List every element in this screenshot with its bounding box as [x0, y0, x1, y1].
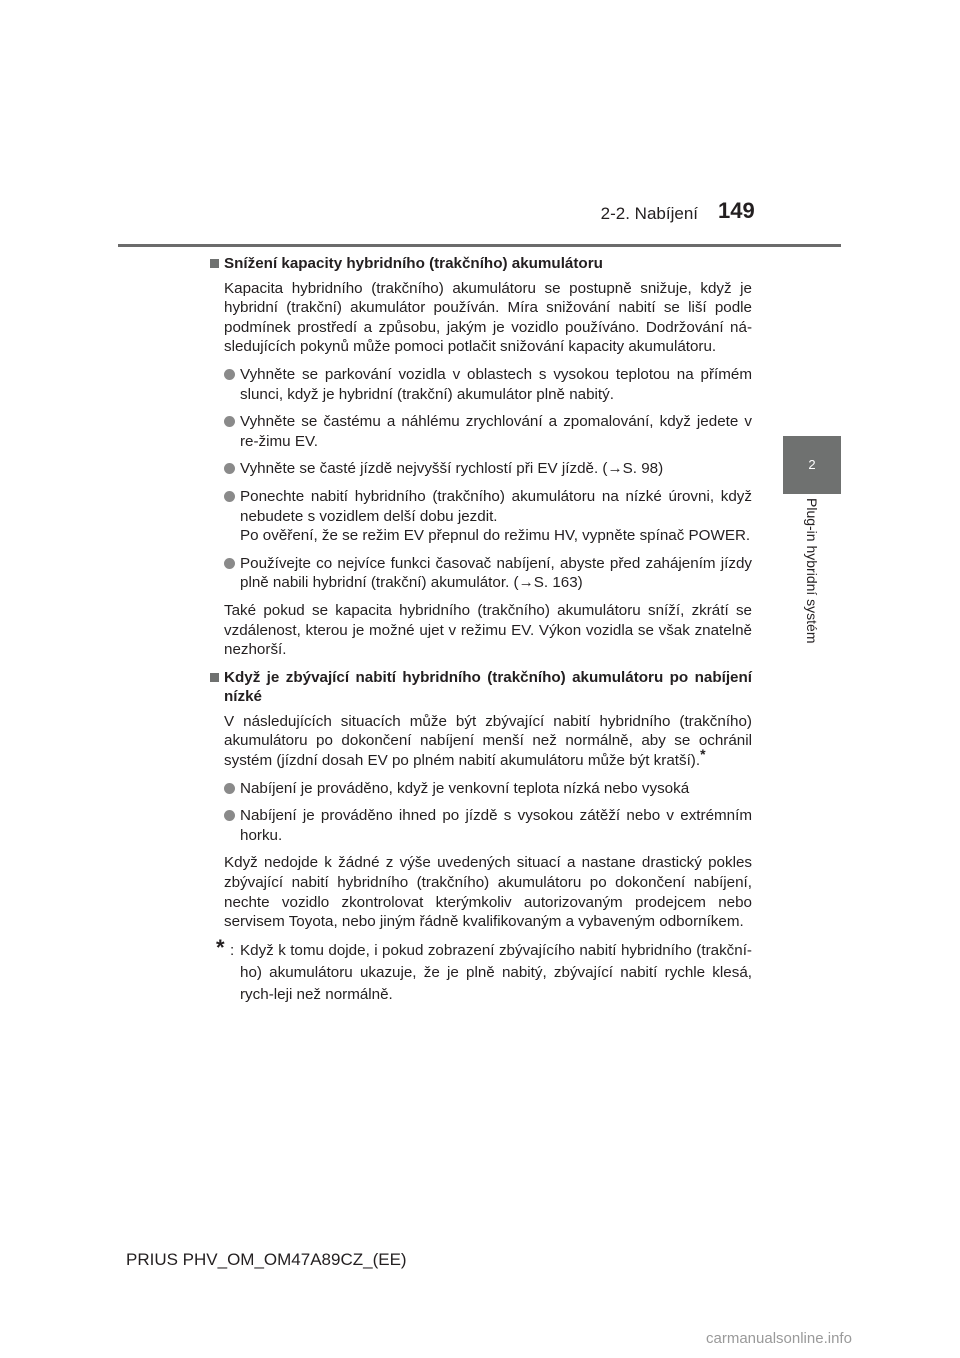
section-heading: [210, 254, 752, 274]
bullet-dot-icon: [224, 369, 235, 380]
bullet-dot-icon: [224, 783, 235, 794]
chapter-title: Plug-in hybridní systém: [804, 498, 820, 644]
heading-text: Když je zbývající nabití hybridního (trakčního) akumulátoru po nabíjení nízké: [224, 668, 752, 706]
chapter-tab: 2: [783, 436, 841, 494]
header-rule: [118, 244, 841, 247]
list-item-text: Používejte co nejvíce funkci časovač nabíjení, abyste před zahájením jízdy plně nabili hybridní (trakční) akumulátor. (→S. 163): [240, 554, 752, 592]
list-item: [210, 412, 752, 451]
paragraph: Také pokud se kapacita hybridního (trakčního) akumulátoru sníží, zkrátí se vzdálenost, kterou je možné ujet v režimu EV. Výkon vozidla se však znatelně nezhorší.: [224, 601, 752, 659]
list-item-text: Ponechte nabití hybridního (trakčního) akumulátoru na nízké úrovni, když nebudete s vozidlem delší dobu jezdit.: [240, 487, 752, 525]
document-code: PRIUS PHV_OM_OM47A89CZ_(EE): [126, 1250, 407, 1269]
bullet-dot-icon: [224, 416, 235, 427]
list-item: [210, 806, 752, 845]
section-title: 2-2. Nabíjení: [600, 204, 698, 223]
list-item-text: Nabíjení je prováděno, když je venkovní teplota nízká nebo vysoká: [240, 779, 690, 797]
list-item-text: Vyhněte se parkování vozidla v oblastech s vysokou teplotou na přímém slunci, když je hybridní (trakční) akumulátor plně nabitý.: [240, 365, 752, 403]
paragraph: [210, 712, 752, 771]
list-item: [210, 365, 752, 404]
list-item: [210, 554, 752, 593]
watermark: carmanualsonline.info: [706, 1330, 852, 1347]
list-item-text: Vyhněte se časté jízdě nejvyšší rychlostí při EV jízdě. (→S. 98): [240, 460, 664, 478]
footnote-text: Když k tomu dojde, i pokud zobrazení zbývajícího nabití hybridního (trakční-ho) akumulátoru ukazuje, že je plně nabitý, zbývající nabití rychle klesá, rych-leji než normálně.: [240, 941, 752, 1003]
footnote-star: *: [216, 934, 225, 960]
bullet-dot-icon: [224, 463, 235, 474]
page-number: 149: [718, 198, 755, 223]
bullet-dot-icon: [224, 491, 235, 502]
section-heading: [210, 668, 752, 707]
bullet-dot-icon: [224, 558, 235, 569]
list-item: [210, 487, 752, 546]
heading-text: Snížení kapacity hybridního (trakčního) akumulátoru: [224, 255, 603, 272]
main-content: [210, 254, 752, 1006]
list-item-text: Nabíjení je prováděno ihned po jízdě s vysokou zátěží nebo v extrémním horku.: [240, 807, 752, 844]
footnote-mark: *: [700, 746, 706, 762]
bullet-dot-icon: [224, 810, 235, 821]
paragraph-text: V následujících situacích může být zbývající nabití hybridního (trakčního) akumulátoru po dokončení nabíjení menší než normálně, aby se ochránil systém (jízdní dosah EV po plném nabití akumulátoru může být kratší).: [224, 712, 752, 770]
paragraph: Kapacita hybridního (trakčního) akumulátoru se postupně snižuje, když je hybridní (trakční) akumulátor používán. Míra snižování nabití se liší podle podmínek prostředí a způsobu, jakým je vozidlo používáno. Dodržování ná-sledujících pokynů může pomoci potlačit snižování kapacity akumulátoru.: [224, 279, 752, 356]
list-item-extra: Po ověření, že se režim EV přepnul do režimu HV, vypněte spínač POWER.: [240, 527, 751, 545]
square-bullet-icon: [210, 673, 219, 682]
list-item: [210, 459, 752, 479]
footnote: [210, 934, 752, 1006]
square-bullet-icon: [210, 259, 219, 268]
list-item: [210, 779, 752, 799]
footnote-colon: :: [230, 941, 235, 959]
paragraph: Když nedojde k žádné z výše uvedených situací a nastane drastický pokles zbývající nabití hybridního (trakčního) akumulátoru po dokončení nabíjení, nechte vozidlo zkontrolovat kterýmkoliv autorizovaným prodejcem nebo servisem Toyota, nebo jiným řádně kvalifikovaným a vybaveným odborníkem.: [224, 854, 752, 931]
list-item-text: Vyhněte se častému a náhlému zrychlování a zpomalování, když jedete v re-žimu EV.: [240, 413, 752, 450]
